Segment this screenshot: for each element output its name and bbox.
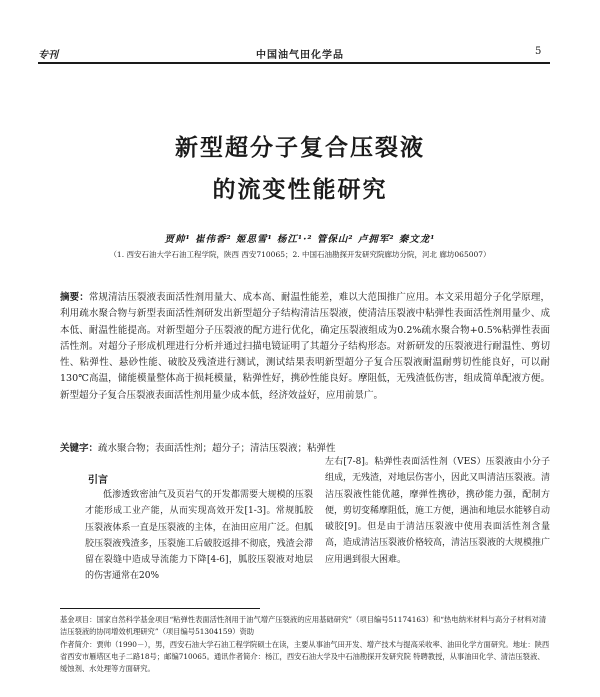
- keywords-label: 关键字：: [60, 443, 99, 454]
- header-rule: [38, 62, 550, 64]
- intro-left-column: 低渗透致密油气及页岩气的开发都需要大规模的压裂才能形成工业产能，从而实现高效开发[1-3]。常规胍胶压裂液体系一直是压裂液的主体，在油田应用广泛。但胍胶压裂液残渣多，压裂施工后破胶返排不彻底，残渣会滞留在裂缝中造成导流能力下降[4-6]，胍胶压裂液对地层的伤害通常在20%: [85, 490, 313, 582]
- abstract-label: 摘要：: [60, 292, 89, 303]
- footnote-rule: [60, 608, 260, 609]
- section-heading-introduction: 引言: [88, 475, 108, 486]
- intro-right-column: 左右[7-8]。粘弹性表面活性剂（VES）压裂液由小分子组成，无残渣，对地层伤害小，因此又叫清洁压裂液。清洁压裂液性能优越，摩弹性携砂，携砂能力强，配制方便，剪切变稀摩阻低，施工方便，遇油和地层水能够自动破胶[9]。但是由于清洁压裂液中使用表面活性剂含量高，造成清洁压裂液价格较高，清洁压裂液的大规模推广应用遇到很大困难。: [325, 457, 551, 565]
- page-number: 5: [535, 46, 542, 57]
- footnote-funding: 基金项目：国家自然科学基金项目“粘弹性表面活性剂用于油气增产压裂液的应用基础研究”（项目编号51174163）和“热电纳米材料与高分子材料对清洁压裂液的协同增效机理研究”（项目编号51304159）资助: [60, 615, 547, 636]
- keywords: [60, 440, 550, 454]
- footnote-author-bio: 作者简介：贾帅（1990－），男，西安石油大学石油工程学院硕士在读，主要从事油气田开发、增产技术与提高采收率、油田化学方面研究。地址：陕西省西安市雁塔区电子二路18号；邮编710065。通讯作者简介：杨江，西安石油大学及中石油勘探开发研究院 特聘教授，从事油田化学、清洁压裂液、缓蚀剂、水处理等方面研究。: [60, 640, 550, 673]
- journal-name: 中国油气田化学品: [256, 50, 344, 61]
- keywords-text: 疏水聚合物；表面活性剂；超分子；清洁压裂液；粘弹性: [98, 443, 336, 454]
- abstract: [60, 290, 550, 404]
- article-title-line-1: 新型超分子复合压裂液: [175, 134, 425, 161]
- article-title-line-2: 的流变性能研究: [212, 176, 388, 203]
- author-list: 贾帅¹ 崔伟香² 姬思雪¹ 杨江¹·² 管保山² 卢拥军² 秦文龙¹: [164, 234, 436, 245]
- journal-section-label: 专刊: [38, 50, 58, 61]
- affiliations: （1. 西安石油大学石油工程学院，陕西 西安710065；2. 中国石油勘探开发研究院廊坊分院，河北 廊坊065007）: [109, 250, 491, 259]
- abstract-text: 常规清洁压裂液表面活性剂用量大、成本高、耐温性能差，难以大范围推广应用。本文采用超分子化学原理，利用疏水聚合物与新型表面活性剂研发出新型超分子结构清洁压裂液，使清洁压裂液中粘弹性表面活性剂用量少、成本低、耐温性能提高。对新型超分子压裂液的配方进行优化，确定压裂液组成为0.2%疏水聚合物+0.5%粘弹性表面活性剂。对超分子形成机理进行分析并通过扫描电镜证明了其超分子结构形态。对新研发的压裂液进行耐温性、剪切性、粘弹性、悬砂性能、破胶及残渣进行测试，测试结果表明新型超分子复合压裂液耐温耐剪切性能良好，可以耐130℃高温，储能模量整体高于损耗模量，粘弹性好，携砂性能良好。摩阻低，无残渣低伤害，组成简单配液方便。新型超分子复合压裂液表面活性剂用量少成本低，经济效益好，应用前景广。: [60, 292, 550, 401]
